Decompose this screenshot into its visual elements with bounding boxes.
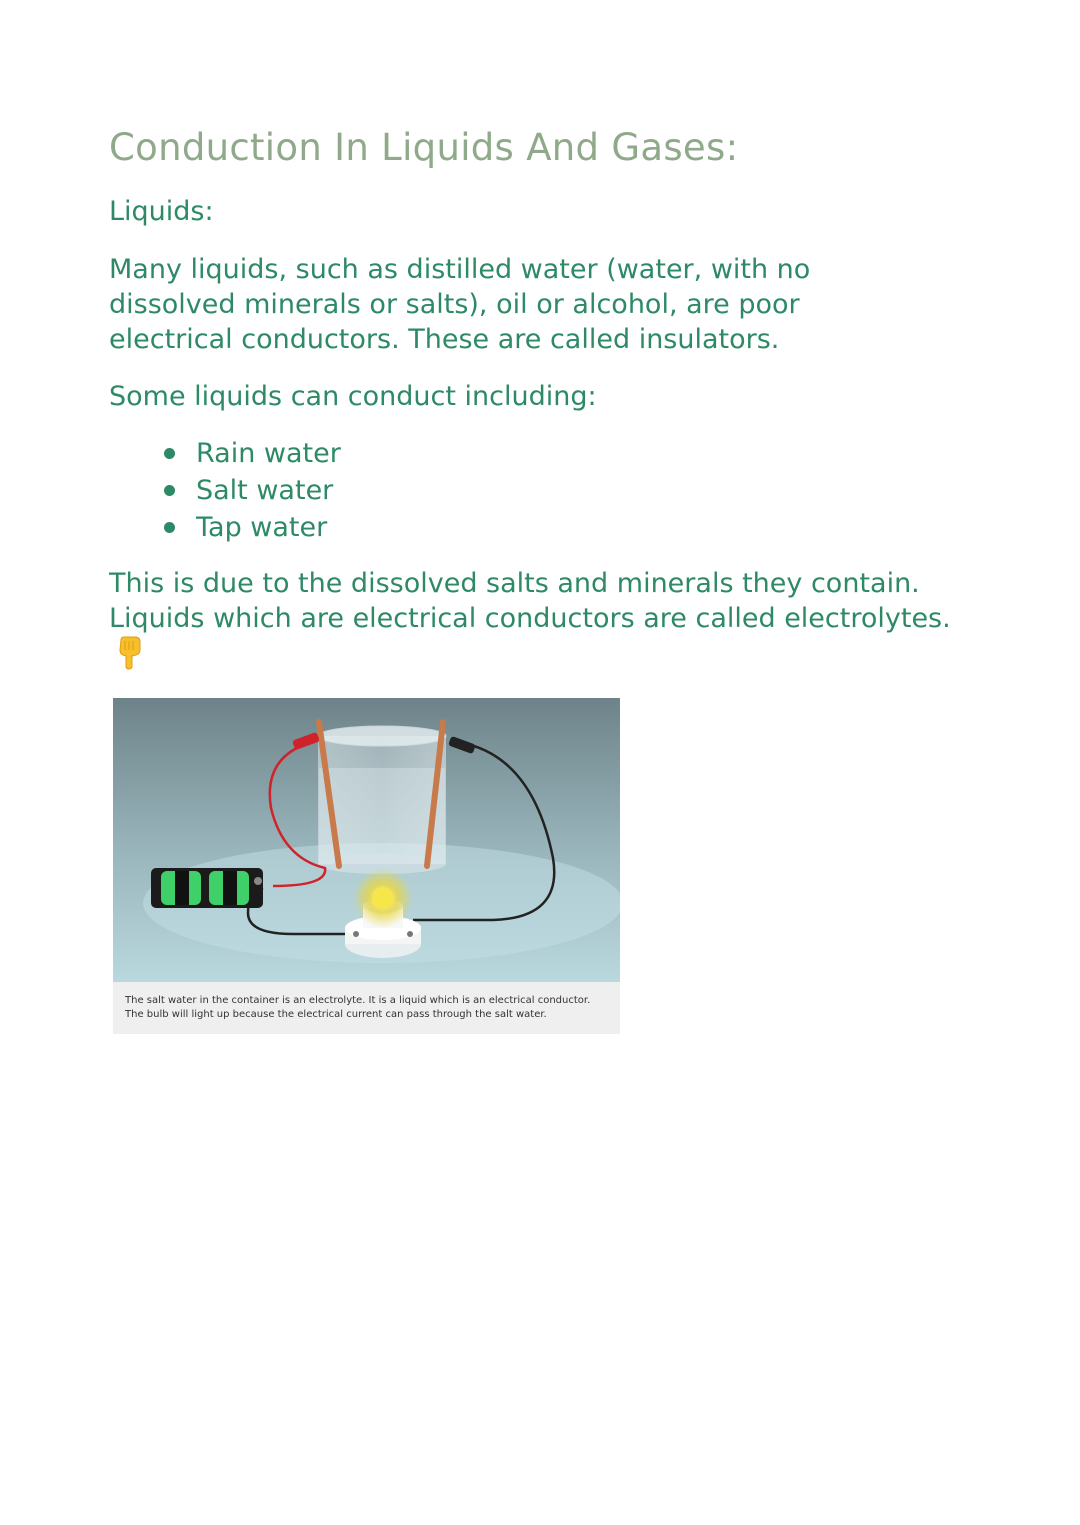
list-item — [164, 509, 341, 546]
section-heading-liquids: Liquids: — [109, 196, 214, 227]
list-item-label: Tap water — [196, 512, 328, 543]
page-title: Conduction In Liquids And Gases: — [109, 126, 739, 169]
figure-caption — [125, 994, 615, 1022]
caption-line-2: The bulb will light up because the electrical current can pass through the salt water. — [125, 1009, 547, 1020]
bullet-icon — [164, 522, 175, 533]
paragraph-electrolytes — [109, 566, 969, 679]
paragraph-electrolytes-text: This is due to the dissolved salts and minerals they contain. Liquids which are electrical conductors are called electrolytes. — [109, 568, 951, 634]
list-item-label: Salt water — [196, 475, 334, 506]
caption-line-1: The salt water in the container is an electrolyte. It is a liquid which is an electrical conductor. — [125, 995, 591, 1006]
circuit-figure — [113, 698, 620, 1034]
bullet-icon — [164, 485, 175, 496]
paragraph-conduct-intro: Some liquids can conduct including: — [109, 381, 597, 412]
list-item — [164, 472, 341, 509]
paragraph-insulators: Many liquids, such as distilled water (water, with no dissolved minerals or salts), oil or alcohol, are poor electrical conductors. These are called insulators. — [109, 254, 811, 355]
conducting-liquids-list — [164, 435, 341, 546]
bullet-icon — [164, 448, 175, 459]
electrolyte-circuit-illustration — [113, 698, 620, 982]
pointing-down-hand-icon — [115, 636, 145, 679]
list-item-label: Rain water — [196, 438, 341, 469]
list-item — [164, 435, 341, 472]
battery-holder — [151, 868, 263, 908]
